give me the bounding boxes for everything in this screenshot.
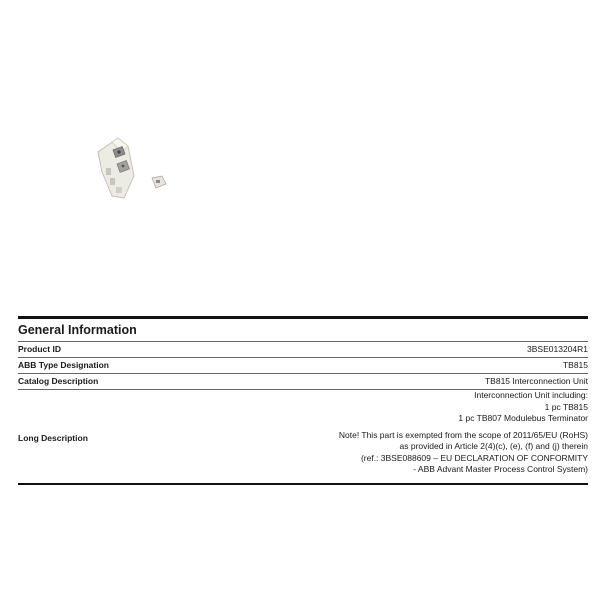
product-id-value: 3BSE013204R1	[527, 344, 588, 354]
long-description-line: 1 pc TB807 Modulebus Terminator	[458, 413, 588, 423]
long-description-line: (ref.: 3BSE088609 – EU DECLARATION OF CONFORMITY	[360, 452, 588, 463]
long-description-line: as provided in Article 2(4)(c), (e), (f) and (j) therein	[399, 441, 588, 451]
general-information-section	[18, 316, 588, 485]
long-description-line: Note! This part is exempted from the scope of 2011/65/EU (RoHS)	[338, 429, 588, 440]
type-designation-label: ABB Type Designation	[18, 360, 109, 370]
long-description-value	[339, 390, 588, 476]
catalog-description-label: Catalog Description	[18, 376, 99, 386]
product-id-row	[18, 341, 588, 357]
section-heading: General Information	[18, 323, 137, 337]
long-description-line: Interconnection Unit including:	[474, 390, 588, 400]
long-description-line: - ABB Advant Master Process Control System)	[413, 464, 588, 474]
long-description-line: 1 pc TB815	[544, 401, 588, 412]
type-designation-row	[18, 357, 588, 373]
product-image	[88, 132, 172, 204]
catalog-description-row	[18, 373, 588, 389]
long-description-label: Long Description	[18, 433, 88, 443]
long-description-row	[18, 389, 588, 483]
catalog-description-value: TB815 Interconnection Unit	[484, 376, 588, 386]
type-designation-value: TB815	[562, 360, 588, 370]
product-id-label: Product ID	[18, 344, 61, 354]
section-bottom-rule	[18, 483, 588, 485]
